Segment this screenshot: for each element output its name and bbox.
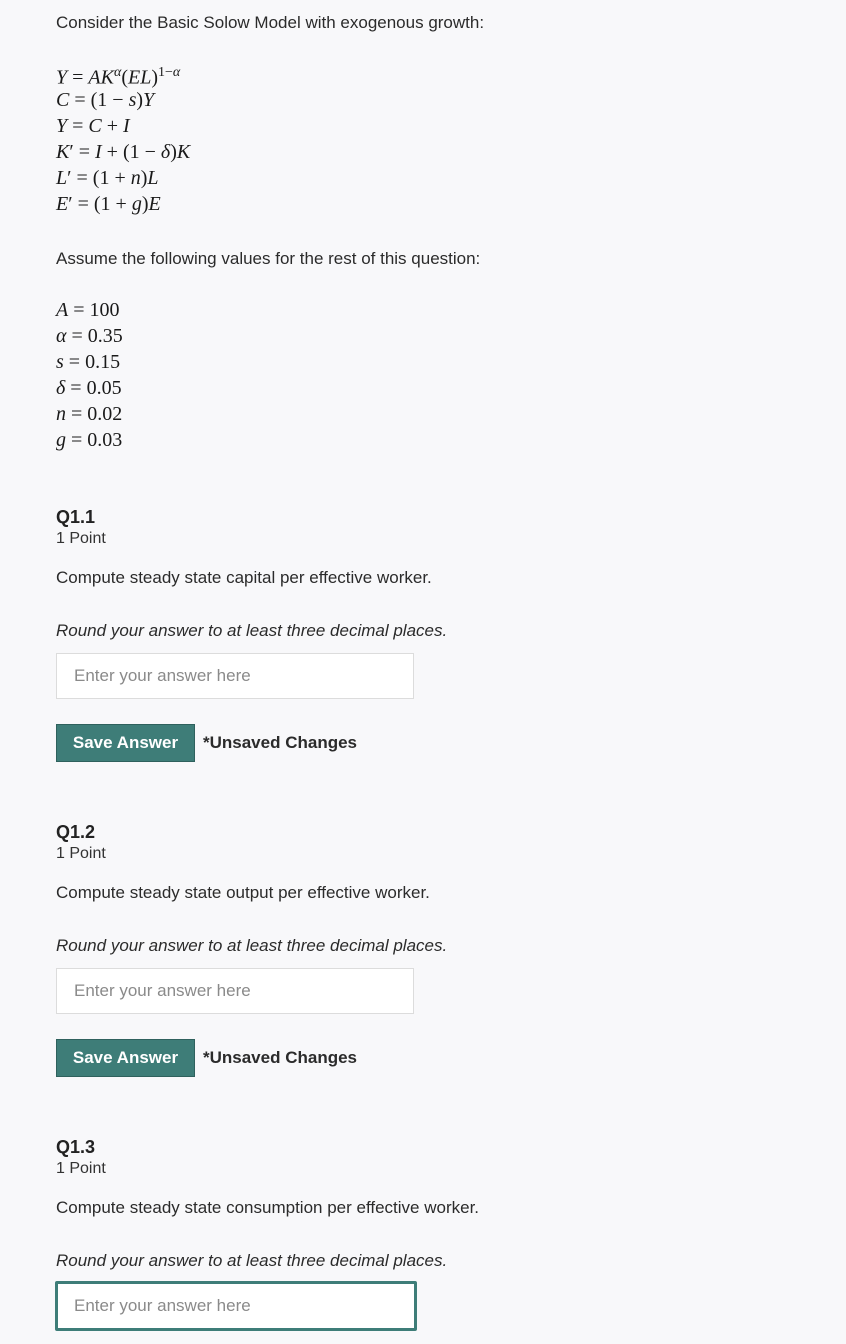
question-number: Q1.3 (56, 1137, 96, 1157)
equation-production: $Y = AK^\alpha(EL)^{1-\alpha}$ (56, 65, 181, 89)
answer-input-q1-2[interactable] (56, 968, 414, 1014)
intro-text: Consider the Basic Solow Model with exogenous growth: (56, 13, 485, 32)
question-number: Q1.1 (56, 507, 96, 527)
equation-labor: L′ = (1 + n)L (56, 167, 159, 189)
save-answer-button-q1-2[interactable]: Save Answer (56, 1039, 195, 1077)
equation-consumption: C = (1 − s)Y (56, 89, 155, 111)
param-n: n = 0.02 (56, 403, 123, 425)
answer-input-q1-3[interactable] (55, 1281, 417, 1331)
question-instruction: Round your answer to at least three decimal places. (56, 621, 448, 640)
equation-resource: Y = C + I (56, 115, 130, 137)
question-instruction: Round your answer to at least three decimal places. (56, 936, 448, 955)
param-s: s = 0.15 (56, 351, 121, 373)
unsaved-changes-status: *Unsaved Changes (203, 1048, 357, 1067)
question-prompt: Compute steady state consumption per effective worker. (56, 1198, 480, 1217)
equation-efficiency: E′ = (1 + g)E (56, 193, 161, 215)
question-prompt: Compute steady state capital per effective worker. (56, 568, 432, 587)
save-answer-button-q1-1[interactable]: Save Answer (56, 724, 195, 762)
question-points: 1 Point (56, 845, 106, 862)
equation-capital: K′ = I + (1 − δ)K (56, 141, 191, 163)
question-points: 1 Point (56, 1160, 106, 1177)
unsaved-changes-status: *Unsaved Changes (203, 733, 357, 752)
question-prompt: Compute steady state output per effective worker. (56, 883, 430, 902)
question-instruction: Round your answer to at least three decimal places. (56, 1251, 448, 1270)
param-g: g = 0.03 (56, 429, 123, 451)
assume-text: Assume the following values for the rest of this question: (56, 249, 481, 268)
param-delta: δ = 0.05 (56, 377, 122, 399)
answer-input-q1-1[interactable] (56, 653, 414, 699)
param-alpha: α = 0.35 (56, 325, 123, 347)
question-points: 1 Point (56, 530, 106, 547)
param-A: A = 100 (56, 299, 120, 321)
question-number: Q1.2 (56, 822, 96, 842)
